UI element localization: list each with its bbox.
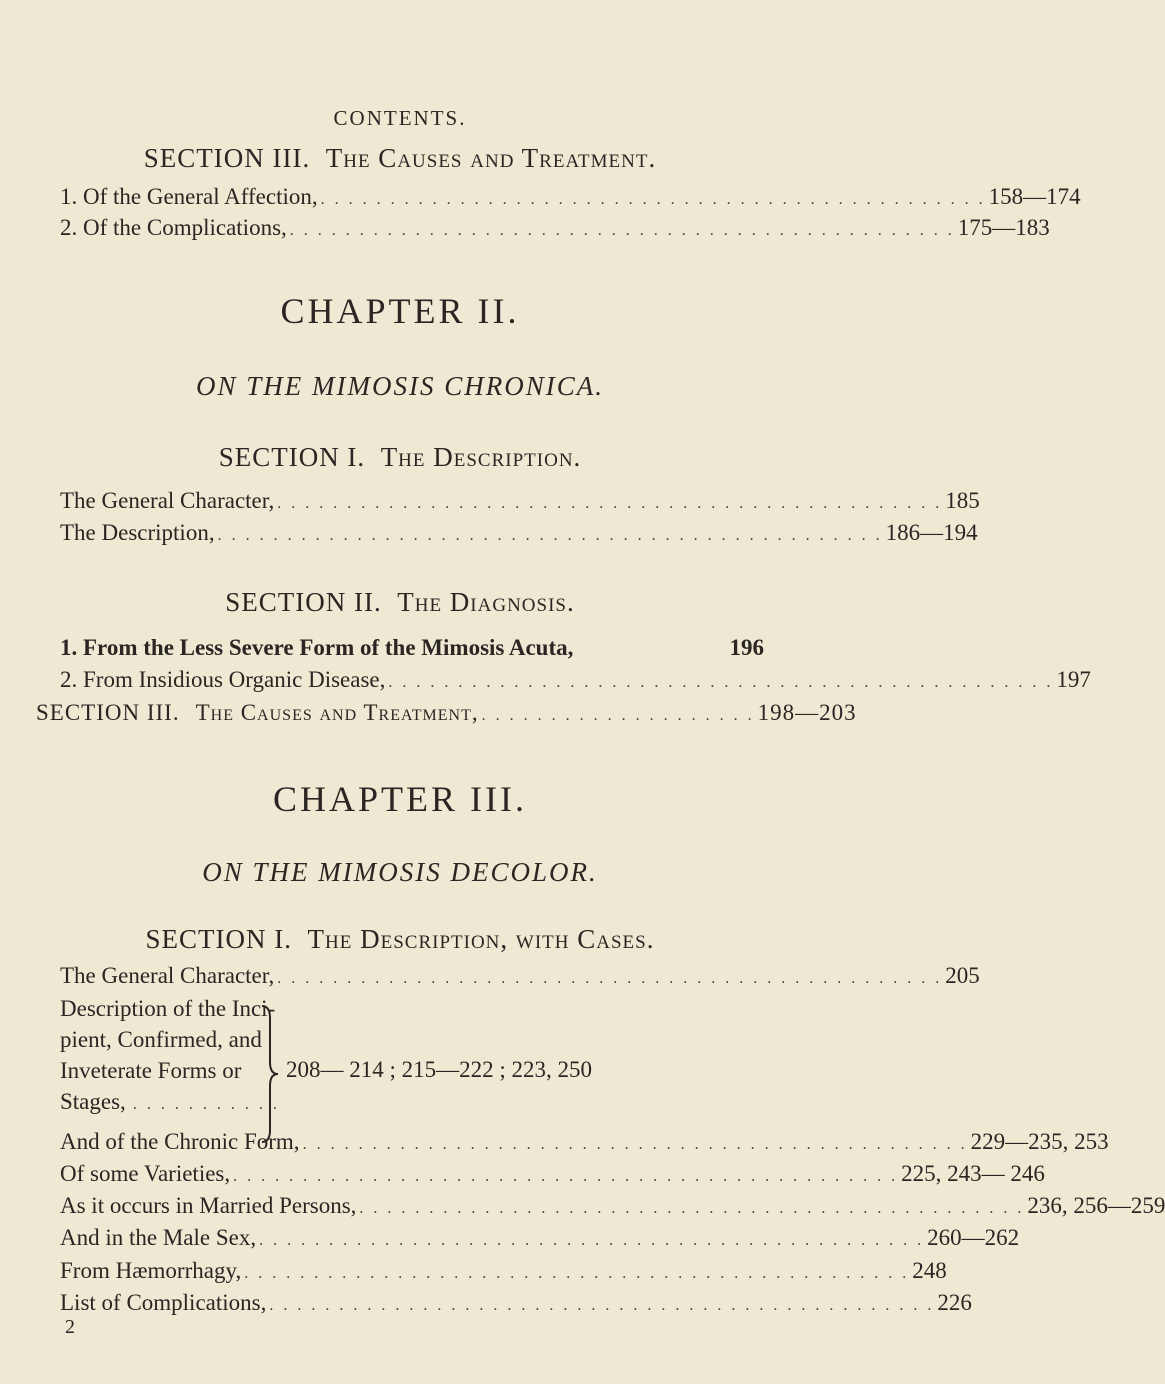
running-head: CONTENTS. — [333, 106, 467, 130]
toc-entry-label: And in the Male Sex, — [60, 1225, 257, 1250]
dot-leader: . . . . . . . . . . . . . . . . . . . . . . . . . . . . . . . . . . . . . . . . . . . . . . . . — [259, 1232, 925, 1249]
section-title: The Causes and Treatment. — [325, 143, 657, 173]
dot-leader: . . . . . . . . . . . . . . . . . . . . . . . . . . . . . . . . . . . . . . . . . . . . . . . . — [277, 970, 943, 987]
toc-entry-label: The General Character, — [60, 963, 275, 988]
dot-leader: . . . . . . . . . . . . . . . . . . . . — [481, 707, 755, 724]
toc-entry-pages: 186—194 — [885, 520, 978, 545]
toc-entry-label: As it occurs in Married Persons, — [60, 1193, 357, 1218]
toc-entry — [60, 1129, 1109, 1155]
section-title: The Diagnosis. — [397, 587, 575, 617]
section-number: SECTION II. — [225, 587, 382, 617]
section-number: SECTION III. — [36, 700, 180, 725]
dot-leader: . . . . . . . . . . . . . . . . . . . . . . . . . . . . . . . . . . . . . . . . . . . . . . . . — [359, 1200, 1025, 1217]
braced-line: pient, Confirmed, and — [60, 1027, 262, 1052]
toc-entry-pages: 236, 256—259 — [1027, 1193, 1165, 1218]
dot-leader: . . . . . . . . . . . . . . . . . . . . . . . . . . . . . . . . . . . . . . . . . . . . . . . . — [244, 1265, 910, 1282]
chapter-subtitle: ON THE MIMOSIS CHRONICA. — [196, 371, 604, 401]
section-heading — [0, 924, 800, 955]
toc-entry-label: The General Character, — [60, 488, 275, 513]
toc-entry-pages: 197 — [1056, 667, 1091, 692]
dot-leader: . . . . . . . . . . . . . . . . . . . . . . . . . . . . . . . . . . . . . . . . . . . . . . . . — [320, 191, 986, 208]
toc-entry — [60, 1258, 947, 1284]
toc-entry-pages: 226 — [937, 1290, 972, 1315]
toc-entry-label: And of the Chronic Form, — [60, 1129, 300, 1154]
toc-entry — [60, 488, 980, 514]
dot-leader: . . . . . . . . . . . . . . . . . . . . . . . . . . . . . . . . . . . . . . . . . . . . . . . . — [269, 1297, 935, 1314]
toc-entry-pages: 248 — [912, 1258, 947, 1283]
braced-entry — [60, 996, 764, 1151]
section-number: SECTION I. — [145, 924, 293, 954]
section-number: SECTION I. — [218, 442, 366, 472]
chapter-subtitle: ON THE MIMOSIS DECOLOR. — [202, 857, 598, 887]
toc-entry — [60, 667, 1091, 693]
toc-entry-label: 1. From the Less Severe Form of the Mimosis Acuta, — [60, 635, 574, 660]
braced-line: Description of the Inci- — [60, 996, 276, 1021]
toc-entry-label: Of some Varieties, — [60, 1161, 231, 1186]
toc-entry — [60, 215, 1050, 241]
toc-entry-pages: 205 — [945, 963, 980, 988]
brace-icon — [258, 1004, 280, 1144]
toc-entry-pages: 196 — [729, 635, 764, 660]
dot-leader: . . . . . . . . . . . . . . . . . . . . . . . . . . . . . . . . . . . . . . . . . . . . . . . . — [302, 1136, 968, 1153]
toc-entry-pages: 229—235, 253 — [970, 1129, 1109, 1154]
dot-leader: . . . . . . . . . . . . . . . . . . . . . . . . . . . . . . . . . . . . . . . . . . . . . . . . — [233, 1168, 899, 1185]
toc-entry-label: 2. Of the Complications, — [60, 215, 287, 240]
toc-entry — [60, 520, 978, 546]
signature-mark: 2 — [65, 1316, 75, 1338]
dot-leader: . . . . . . . . . . . . . . . . . . . . . . . . . . . . . . . . . . . . . . . . . . . . . . . . — [217, 527, 883, 544]
dot-leader: . . . . . . . . . . . . . . . . . . . . . . . . . . . . . . . . . . . . . . . . . . . . . . . . — [277, 495, 943, 512]
chapter-title: CHAPTER II. — [280, 291, 520, 331]
toc-entry-pages: 185 — [945, 488, 980, 513]
toc-entry-label: 2. From Insidious Organic Disease, — [60, 667, 386, 692]
toc-entry — [60, 963, 980, 989]
toc-entry — [60, 1161, 1045, 1187]
dot-leader: . . . . . . . . . . . . . . . . . . . . . . . . . . . . . . . . . . . . . . . . . . . . . . . . — [289, 222, 955, 239]
toc-entry-pages: 225, 243— 246 — [901, 1161, 1045, 1186]
toc-entry-pages: 158—174 — [988, 184, 1081, 209]
section-heading — [0, 587, 800, 618]
braced-line-text: Stages, — [60, 1089, 126, 1114]
dot-leader: . . . . . . . . . . . . . . . . . . . . . . . . . . . . . . . . . . . . . . . . . . . . . . . . — [388, 674, 1054, 691]
toc-entry-label: The Description, — [60, 520, 215, 545]
section-heading — [0, 442, 800, 473]
toc-entry-pages: 260—262 — [927, 1225, 1020, 1250]
section-title: The Description, with Cases. — [307, 924, 655, 954]
braced-line: Stages, . . . . . . . . . . . — [60, 1089, 280, 1114]
braced-pages: 208— 214 ; 215—222 ; 223, 250 — [286, 1057, 593, 1082]
section-number: SECTION III. — [143, 143, 311, 173]
toc-entry-label: 1. Of the General Affection, — [60, 184, 318, 209]
toc-entry — [60, 1225, 1020, 1251]
section-title: The Causes and Treatment, — [195, 700, 479, 725]
toc-entry-label: List of Complications, — [60, 1290, 267, 1315]
toc-entry — [60, 184, 1081, 210]
toc-entry-pages: 175—183 — [957, 215, 1050, 240]
toc-entry-label: From Hæmorrhagy, — [60, 1258, 242, 1283]
toc-entry — [60, 1290, 972, 1316]
section-heading — [0, 143, 800, 174]
toc-entry — [60, 635, 764, 661]
section-title: The Description. — [380, 442, 582, 472]
section-pages: 198—203 — [757, 700, 857, 725]
chapter-title: CHAPTER III. — [273, 779, 527, 819]
braced-line: Inveterate Forms or — [60, 1058, 242, 1083]
toc-entry — [60, 1193, 1165, 1219]
section-heading — [36, 700, 857, 726]
